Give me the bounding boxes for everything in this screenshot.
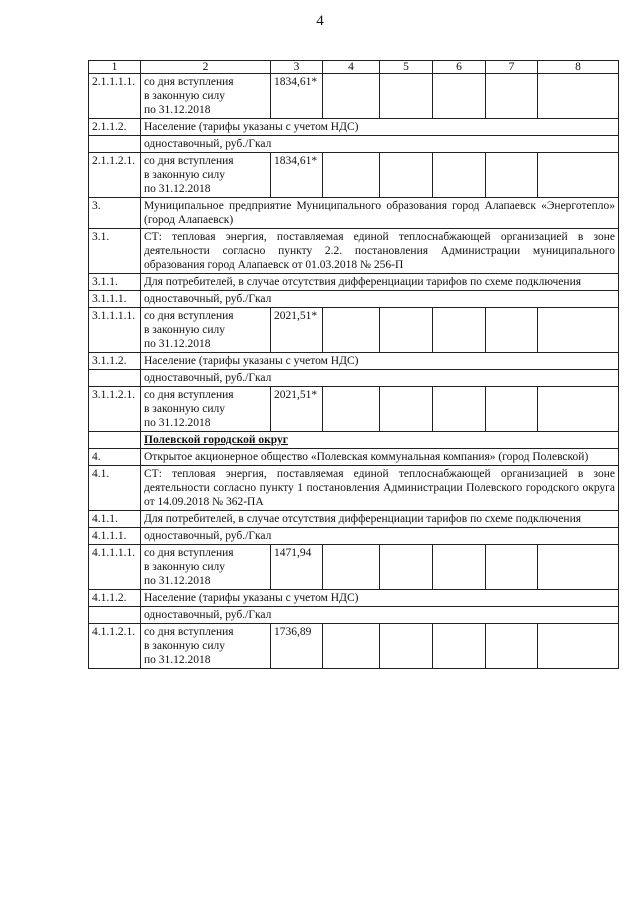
table-row bbox=[89, 308, 619, 353]
table-row bbox=[89, 119, 619, 136]
row-number: 4.1.1.2. bbox=[89, 590, 141, 607]
empty-cell bbox=[538, 74, 619, 119]
row-number: 3.1.1.2.1. bbox=[89, 387, 141, 432]
period-line: со дня вступления bbox=[144, 389, 234, 401]
section-heading: Полевской городской округ bbox=[144, 434, 289, 446]
row-number: 3.1. bbox=[89, 229, 141, 274]
row-number: 3.1.1. bbox=[89, 274, 141, 291]
empty-cell bbox=[323, 545, 380, 590]
column-header: 3 bbox=[271, 61, 323, 74]
description-cell bbox=[141, 511, 619, 528]
empty-cell bbox=[323, 308, 380, 353]
section-heading-cell bbox=[141, 432, 619, 449]
empty-cell bbox=[433, 545, 486, 590]
row-number: 4. bbox=[89, 449, 141, 466]
description-cell bbox=[141, 274, 619, 291]
period-line: со дня вступления bbox=[144, 76, 234, 88]
empty-cell bbox=[486, 387, 538, 432]
page-number: 4 bbox=[316, 13, 324, 29]
column-header: 4 bbox=[323, 61, 380, 74]
description-cell bbox=[141, 353, 619, 370]
table-row bbox=[89, 466, 619, 511]
description-text: одноставочный, руб./Гкал bbox=[144, 293, 272, 305]
empty-cell bbox=[380, 545, 433, 590]
row-number bbox=[89, 607, 141, 624]
empty-cell bbox=[433, 308, 486, 353]
empty-cell bbox=[486, 153, 538, 198]
period-line: в законную силу bbox=[144, 169, 225, 181]
empty-cell bbox=[538, 387, 619, 432]
column-header: 6 bbox=[433, 61, 486, 74]
table-row bbox=[89, 136, 619, 153]
description-text: СТ: тепловая энергия, поставляемая единой теплоснабжающей организацией в зоне деятельности согласно пункту 1 постановления Администрации Полевского городского округа от 14.09.2018 № 362-ПА bbox=[144, 468, 615, 508]
table-row bbox=[89, 590, 619, 607]
description-text: Муниципальное предприятие Муниципального образования город Алапаевск «Энерготепло» (город Алапаевск) bbox=[144, 200, 615, 226]
description-text: одноставочный, руб./Гкал bbox=[144, 530, 272, 542]
empty-cell bbox=[538, 624, 619, 669]
period-cell bbox=[141, 624, 271, 669]
table-row bbox=[89, 545, 619, 590]
table-row bbox=[89, 511, 619, 528]
description-text: одноставочный, руб./Гкал bbox=[144, 609, 272, 621]
empty-cell bbox=[323, 624, 380, 669]
empty-cell bbox=[323, 74, 380, 119]
header-row bbox=[89, 61, 619, 74]
period-line: по 31.12.2018 bbox=[144, 183, 211, 195]
description-text: Для потребителей, в случае отсутствия дифференциации тарифов по схеме подключения bbox=[144, 276, 582, 288]
empty-cell bbox=[486, 624, 538, 669]
tariff-value: 1834,61* bbox=[271, 153, 323, 198]
tariff-value: 1736,89 bbox=[271, 624, 323, 669]
empty-cell bbox=[486, 74, 538, 119]
row-number bbox=[89, 136, 141, 153]
column-header: 7 bbox=[486, 61, 538, 74]
empty-cell bbox=[380, 153, 433, 198]
table-row bbox=[89, 449, 619, 466]
description-cell bbox=[141, 229, 619, 274]
period-cell bbox=[141, 308, 271, 353]
empty-cell bbox=[323, 387, 380, 432]
row-number bbox=[89, 370, 141, 387]
period-line: в законную силу bbox=[144, 640, 225, 652]
description-cell bbox=[141, 136, 619, 153]
description-cell bbox=[141, 291, 619, 308]
description-text: Открытое акционерное общество «Полевская коммунальная компания» (город Полевской) bbox=[144, 451, 589, 463]
empty-cell bbox=[433, 74, 486, 119]
period-line: в законную силу bbox=[144, 90, 225, 102]
empty-cell bbox=[538, 153, 619, 198]
period-line: в законную силу bbox=[144, 403, 225, 415]
row-number: 4.1. bbox=[89, 466, 141, 511]
period-line: со дня вступления bbox=[144, 155, 234, 167]
empty-cell bbox=[380, 387, 433, 432]
description-cell bbox=[141, 528, 619, 545]
period-cell bbox=[141, 545, 271, 590]
description-cell bbox=[141, 590, 619, 607]
tariff-value: 1834,61* bbox=[271, 74, 323, 119]
table-row bbox=[89, 274, 619, 291]
description-cell bbox=[141, 607, 619, 624]
empty-cell bbox=[433, 153, 486, 198]
empty-cell bbox=[538, 545, 619, 590]
empty-cell bbox=[486, 308, 538, 353]
description-text: Население (тарифы указаны с учетом НДС) bbox=[144, 592, 359, 604]
empty-cell bbox=[433, 624, 486, 669]
row-number: 2.1.1.2. bbox=[89, 119, 141, 136]
description-text: Население (тарифы указаны с учетом НДС) bbox=[144, 355, 359, 367]
period-line: в законную силу bbox=[144, 324, 225, 336]
table-row bbox=[89, 387, 619, 432]
description-text: одноставочный, руб./Гкал bbox=[144, 372, 272, 384]
period-line: со дня вступления bbox=[144, 626, 234, 638]
row-number bbox=[89, 432, 141, 449]
empty-cell bbox=[433, 387, 486, 432]
row-number: 3.1.1.2. bbox=[89, 353, 141, 370]
column-header: 5 bbox=[380, 61, 433, 74]
tariff-table bbox=[88, 60, 619, 669]
row-number: 3. bbox=[89, 198, 141, 229]
table-row bbox=[89, 370, 619, 387]
tariff-value: 2021,51* bbox=[271, 387, 323, 432]
description-cell bbox=[141, 198, 619, 229]
period-cell bbox=[141, 387, 271, 432]
description-text: одноставочный, руб./Гкал bbox=[144, 138, 272, 150]
tariff-value: 1471,94 bbox=[271, 545, 323, 590]
row-number: 2.1.1.2.1. bbox=[89, 153, 141, 198]
description-text: СТ: тепловая энергия, поставляемая единой теплоснабжающей организацией в зоне деятельности согласно пункту 2.2. постановления Администрации муниципального образования город Алапаевск от 01.03.2018 № 256-П bbox=[144, 231, 615, 271]
table-row bbox=[89, 229, 619, 274]
row-number: 4.1.1.1.1. bbox=[89, 545, 141, 590]
empty-cell bbox=[380, 308, 433, 353]
period-line: по 31.12.2018 bbox=[144, 338, 211, 350]
period-line: по 31.12.2018 bbox=[144, 417, 211, 429]
period-line: по 31.12.2018 bbox=[144, 575, 211, 587]
table-row bbox=[89, 291, 619, 308]
table-body bbox=[89, 61, 619, 669]
description-text: Для потребителей, в случае отсутствия дифференциации тарифов по схеме подключения bbox=[144, 513, 582, 525]
empty-cell bbox=[486, 545, 538, 590]
description-cell bbox=[141, 449, 619, 466]
table-row bbox=[89, 607, 619, 624]
period-line: по 31.12.2018 bbox=[144, 654, 211, 666]
table-row bbox=[89, 353, 619, 370]
description-text: Население (тарифы указаны с учетом НДС) bbox=[144, 121, 359, 133]
empty-cell bbox=[538, 308, 619, 353]
table-row bbox=[89, 528, 619, 545]
column-header: 1 bbox=[89, 61, 141, 74]
tariff-value: 2021,51* bbox=[271, 308, 323, 353]
empty-cell bbox=[323, 153, 380, 198]
period-line: со дня вступления bbox=[144, 310, 234, 322]
row-number: 4.1.1. bbox=[89, 511, 141, 528]
empty-cell bbox=[380, 624, 433, 669]
description-cell bbox=[141, 119, 619, 136]
table-row bbox=[89, 432, 619, 449]
period-cell bbox=[141, 74, 271, 119]
row-number: 4.1.1.1. bbox=[89, 528, 141, 545]
empty-cell bbox=[380, 74, 433, 119]
row-number: 4.1.1.2.1. bbox=[89, 624, 141, 669]
column-header: 2 bbox=[141, 61, 271, 74]
table-row bbox=[89, 153, 619, 198]
row-number: 2.1.1.1.1. bbox=[89, 74, 141, 119]
table-row bbox=[89, 74, 619, 119]
row-number: 3.1.1.1. bbox=[89, 291, 141, 308]
row-number: 3.1.1.1.1. bbox=[89, 308, 141, 353]
period-line: по 31.12.2018 bbox=[144, 104, 211, 116]
table-row bbox=[89, 198, 619, 229]
description-cell bbox=[141, 370, 619, 387]
description-cell bbox=[141, 466, 619, 511]
period-line: со дня вступления bbox=[144, 547, 234, 559]
period-line: в законную силу bbox=[144, 561, 225, 573]
column-header: 8 bbox=[538, 61, 619, 74]
period-cell bbox=[141, 153, 271, 198]
table-row bbox=[89, 624, 619, 669]
